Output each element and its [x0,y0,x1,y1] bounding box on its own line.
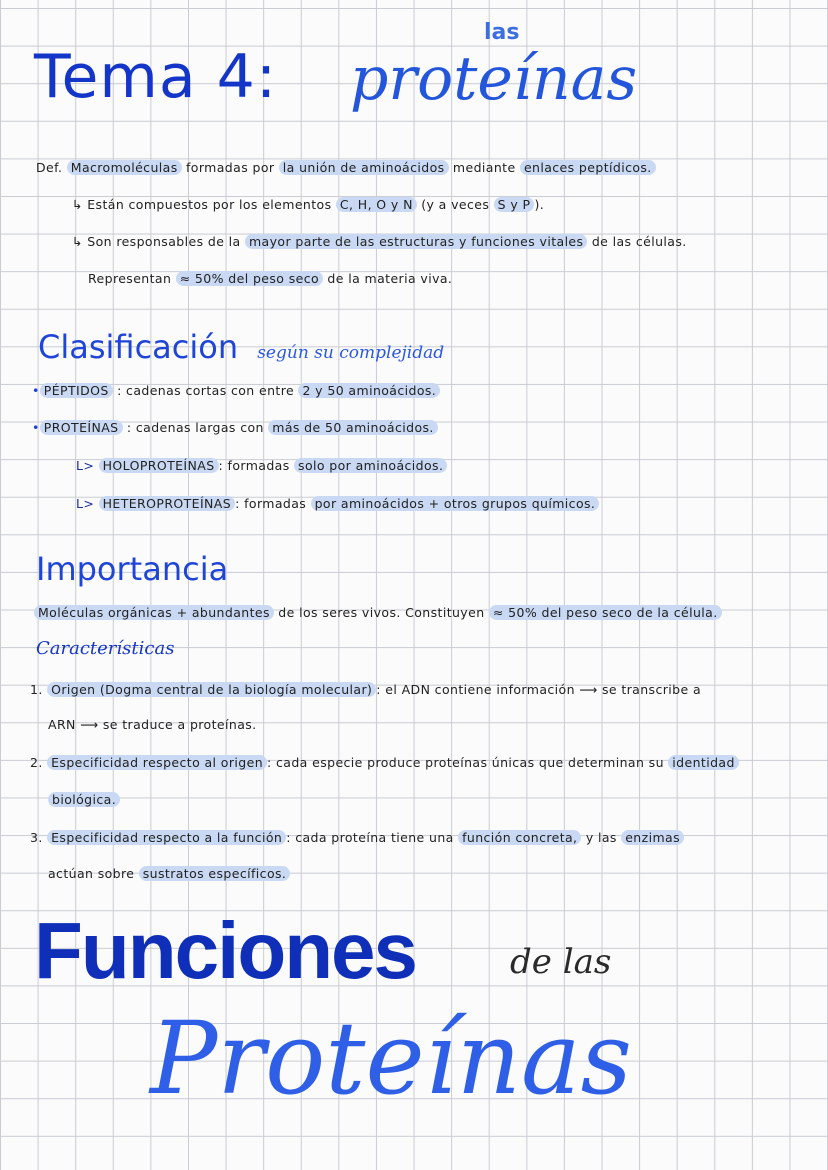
item-highlight: Especificidad respecto al origen [47,755,267,770]
item-number: 3. [30,830,43,845]
item-highlight: función concreta, [458,830,581,845]
def-text: formadas por [186,160,275,175]
funciones-title: Funciones [34,906,417,995]
proteinas-highlight: más de 50 aminoácidos. [268,420,438,435]
caracteristica-3 [30,830,684,845]
def-highlight: la unión de aminoácidos [279,160,449,175]
holo-highlight: solo por aminoácidos. [294,458,447,473]
bullet-highlight: mayor parte de las estructuras y funciones vitales [245,234,587,249]
peptidos-highlight: 2 y 50 aminoácidos. [298,383,440,398]
heteroproteinas-row [76,496,599,511]
clasificacion-heading-row [38,328,444,366]
def-text: mediante [452,160,516,175]
importancia-highlight: ≈ 50% del peso seco de la célula. [489,605,722,620]
proteinas-row [32,420,438,435]
item-text: : cada proteína tiene una [286,830,454,845]
item-text: actúan sobre [48,866,135,881]
item-highlight: enzimas [621,830,684,845]
line-text: de la materia viva. [327,271,453,286]
proteinas-label: PROTEÍNAS [40,420,123,435]
def-highlight: enlaces peptídicos. [520,160,656,175]
proteinas-title: Proteínas [150,1000,632,1117]
definition-line [36,160,656,175]
caracteristicas-heading: Características [36,638,175,659]
bullet-text: ). [534,197,545,212]
clasificacion-heading: Clasificación [38,328,239,366]
holo-text: : formadas [218,458,290,473]
line-text: Representan [88,271,172,286]
definition-bullet-2 [72,234,687,249]
item-highlight: sustratos específicos. [139,866,291,881]
hetero-text: : formadas [235,496,307,511]
item-number: 2. [30,755,43,770]
bullet-highlight: C, H, O y N [336,197,417,212]
peptidos-label: PÉPTIDOS [40,383,113,398]
bullet-dot: • [32,420,40,435]
importancia-highlight: Moléculas orgánicas + abundantes [34,605,274,620]
caracteristica-2-cont [48,792,120,807]
hetero-label: HETEROPROTEÍNAS [99,496,235,511]
def-prefix: Def. [36,160,63,175]
importancia-heading: Importancia [36,550,229,588]
item-number: 1. [30,682,43,697]
bullet-text: ↳ Son responsables de la [72,234,241,249]
item-highlight: Especificidad respecto a la función [47,830,286,845]
item-text: y las [585,830,617,845]
peptidos-row [32,383,440,398]
bullet-dot: • [32,383,40,398]
title-tema: Tema 4: [34,42,278,112]
item-text: : el ADN contiene información ⟶ se transcribe a [376,682,702,697]
clasificacion-subheading: según su complejidad [257,343,445,363]
title-las: las [484,20,520,45]
item-highlight: Origen (Dogma central de la biología molecular) [47,682,376,697]
item-text: : cada especie produce proteínas únicas que determinan su [267,755,664,770]
importancia-line [34,605,722,620]
page-title: proteínas [350,44,638,114]
arrow-icon: L> [76,458,95,473]
holo-label: HOLOPROTEÍNAS [99,458,219,473]
peptidos-text: : cadenas cortas con entre [117,383,295,398]
arrow-icon: L> [76,496,95,511]
bullet-text: (y a veces [421,197,490,212]
line-highlight: ≈ 50% del peso seco [176,271,323,286]
bullet-highlight: S y P [494,197,535,212]
caracteristica-2 [30,755,739,770]
bullet-text: ↳ Están compuestos por los elementos [72,197,332,212]
def-term: Macromoléculas [67,160,182,175]
item-text: ARN ⟶ se traduce a proteínas. [48,717,257,732]
definition-line-3 [88,271,452,286]
caracteristica-1-cont [48,717,257,732]
caracteristica-1 [30,682,701,697]
caracteristica-3-cont [48,866,290,881]
item-highlight: identidad [668,755,739,770]
item-highlight: biológica. [48,792,120,807]
de-las-title: de las [510,942,612,982]
hetero-highlight: por aminoácidos + otros grupos químicos. [311,496,600,511]
bullet-text: de las células. [591,234,687,249]
importancia-text: de los seres vivos. Constituyen [278,605,485,620]
holoproteinas-row [76,458,447,473]
proteinas-text: : cadenas largas con [126,420,264,435]
definition-bullet-1 [72,197,544,212]
